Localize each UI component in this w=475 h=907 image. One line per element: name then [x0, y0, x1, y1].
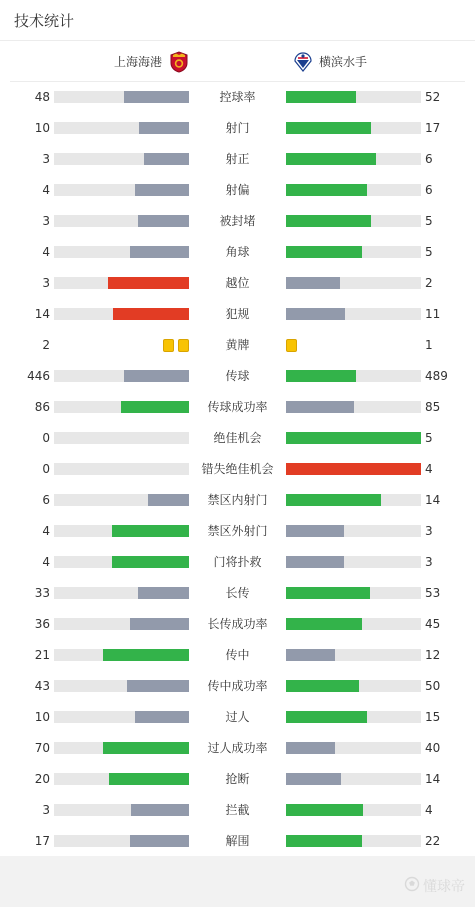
- home-yellow-cards: [163, 339, 189, 352]
- stat-label: 禁区外射门: [207, 524, 268, 538]
- away-value: 5: [425, 214, 433, 228]
- home-value: 6: [42, 493, 50, 507]
- home-bar-fill: [124, 91, 189, 103]
- away-value: 489: [425, 369, 448, 383]
- home-bar-track: [54, 184, 189, 196]
- home-bar-track: [54, 587, 189, 599]
- home-value: 2: [42, 338, 50, 352]
- away-value: 15: [425, 710, 441, 724]
- home-bar-track: [54, 401, 189, 413]
- stat-row[interactable]: [0, 485, 475, 516]
- stat-row[interactable]: [0, 237, 475, 268]
- away-bar-fill: [286, 91, 356, 103]
- home-bar-fill: [148, 494, 189, 506]
- home-value: 17: [34, 834, 50, 848]
- home-value: 4: [42, 183, 50, 197]
- stat-row[interactable]: [0, 764, 475, 795]
- stat-row[interactable]: [0, 671, 475, 702]
- away-team-name: 横滨水手: [319, 55, 368, 69]
- home-value: 10: [34, 710, 50, 724]
- away-bar-fill: [286, 680, 359, 692]
- stat-label: 长传成功率: [207, 617, 268, 631]
- home-bar-fill: [112, 556, 189, 568]
- away-bar-fill: [286, 742, 335, 754]
- away-yellow-cards: [286, 339, 297, 352]
- away-bar-track: [286, 370, 421, 382]
- away-value: 45: [425, 617, 441, 631]
- away-bar-track: [286, 463, 421, 475]
- away-bar-fill: [286, 401, 354, 413]
- away-value: 2: [425, 276, 433, 290]
- away-bar-track: [286, 494, 421, 506]
- teams-header: [10, 41, 465, 82]
- away-bar-track: [286, 277, 421, 289]
- stat-label: 犯规: [225, 307, 250, 321]
- home-bar-fill: [124, 370, 189, 382]
- home-bar-track: [54, 215, 189, 227]
- yellow-card-icon: [286, 339, 297, 352]
- home-bar-fill: [113, 308, 189, 320]
- home-bar-fill: [130, 246, 189, 258]
- away-value: 53: [425, 586, 441, 600]
- away-value: 6: [425, 183, 433, 197]
- stat-row[interactable]: [0, 702, 475, 733]
- footer: [0, 856, 475, 907]
- watermark-text: 懂球帝: [423, 879, 465, 895]
- home-value: 3: [42, 152, 50, 166]
- away-bar-track: [286, 711, 421, 723]
- home-bar-track: [54, 277, 189, 289]
- home-value: 48: [34, 90, 50, 104]
- home-bar-track: [54, 742, 189, 754]
- away-bar-fill: [286, 773, 341, 785]
- away-value: 1: [425, 338, 433, 352]
- away-value: 40: [425, 741, 441, 755]
- stat-label: 传球: [225, 369, 250, 383]
- away-value: 52: [425, 90, 441, 104]
- stat-row[interactable]: [0, 795, 475, 826]
- home-value: 0: [42, 431, 50, 445]
- yellow-card-icon: [178, 339, 189, 352]
- stat-row[interactable]: [0, 578, 475, 609]
- home-bar-fill: [131, 804, 189, 816]
- away-bar-fill: [286, 153, 376, 165]
- home-value: 4: [42, 555, 50, 569]
- home-bar-track: [54, 618, 189, 630]
- away-value: 14: [425, 772, 441, 786]
- stat-label: 拦截: [225, 803, 250, 817]
- home-value: 33: [34, 586, 50, 600]
- home-bar-fill: [127, 680, 189, 692]
- away-bar-fill: [286, 308, 345, 320]
- away-team-crest-icon: [292, 51, 314, 73]
- stat-row[interactable]: [0, 175, 475, 206]
- stat-label: 射偏: [225, 183, 250, 197]
- home-bar-fill: [135, 184, 189, 196]
- stat-row[interactable]: [0, 609, 475, 640]
- stat-row[interactable]: [0, 392, 475, 423]
- away-bar-track: [286, 587, 421, 599]
- home-bar-fill: [144, 153, 189, 165]
- stat-label: 过人成功率: [207, 741, 268, 755]
- stat-label: 越位: [225, 276, 250, 290]
- stat-row[interactable]: [0, 144, 475, 175]
- home-value: 3: [42, 803, 50, 817]
- away-bar-track: [286, 773, 421, 785]
- away-value: 3: [425, 555, 433, 569]
- section-title: 技术统计: [14, 11, 75, 30]
- away-bar-track: [286, 742, 421, 754]
- home-team[interactable]: [114, 41, 190, 82]
- home-value: 4: [42, 524, 50, 538]
- away-bar-fill: [286, 556, 344, 568]
- home-bar-fill: [130, 835, 189, 847]
- stat-label: 门将扑救: [213, 555, 262, 569]
- stat-row[interactable]: [0, 516, 475, 547]
- stat-label: 传中: [225, 648, 250, 662]
- away-bar-fill: [286, 494, 381, 506]
- away-bar-fill: [286, 277, 340, 289]
- away-bar-fill: [286, 370, 356, 382]
- away-bar-fill: [286, 587, 370, 599]
- away-bar-fill: [286, 618, 362, 630]
- home-value: 3: [42, 214, 50, 228]
- away-bar-track: [286, 525, 421, 537]
- stat-label: 传中成功率: [207, 679, 268, 693]
- home-bar-track: [54, 432, 189, 444]
- stat-row[interactable]: [0, 826, 475, 857]
- away-bar-track: [286, 308, 421, 320]
- away-bar-fill: [286, 432, 421, 444]
- stat-row[interactable]: [0, 113, 475, 144]
- stat-label: 抢断: [225, 772, 250, 786]
- away-bar-fill: [286, 835, 362, 847]
- home-value: 4: [42, 245, 50, 259]
- stat-row[interactable]: [0, 640, 475, 671]
- away-value: 85: [425, 400, 441, 414]
- away-value: 4: [425, 803, 433, 817]
- stat-row[interactable]: [0, 733, 475, 764]
- away-bar-track: [286, 432, 421, 444]
- home-bar-fill: [108, 277, 189, 289]
- stat-label: 射门: [225, 121, 250, 135]
- home-bar-track: [54, 122, 189, 134]
- away-bar-fill: [286, 184, 367, 196]
- stat-label: 错失绝佳机会: [201, 462, 274, 476]
- stat-label: 被封堵: [219, 214, 256, 228]
- stat-label: 传球成功率: [207, 400, 268, 414]
- away-bar-fill: [286, 525, 344, 537]
- home-value: 14: [34, 307, 50, 321]
- home-value: 43: [34, 679, 50, 693]
- away-bar-track: [286, 153, 421, 165]
- stat-row[interactable]: [0, 547, 475, 578]
- away-bar-fill: [286, 215, 371, 227]
- away-bar-track: [286, 618, 421, 630]
- watermark: [404, 876, 465, 896]
- home-bar-track: [54, 525, 189, 537]
- home-value: 70: [34, 741, 50, 755]
- home-value: 20: [34, 772, 50, 786]
- away-bar-fill: [286, 122, 371, 134]
- away-bar-track: [286, 91, 421, 103]
- home-value: 446: [27, 369, 50, 383]
- away-value: 12: [425, 648, 441, 662]
- away-value: 11: [425, 307, 441, 321]
- stat-label: 角球: [225, 245, 250, 259]
- stat-label: 黄牌: [225, 338, 250, 352]
- away-bar-track: [286, 556, 421, 568]
- stat-row[interactable]: [0, 423, 475, 454]
- stat-label: 射正: [225, 152, 250, 166]
- away-bar-fill: [286, 246, 362, 258]
- stat-label: 禁区内射门: [207, 493, 268, 507]
- home-value: 0: [42, 462, 50, 476]
- home-bar-track: [54, 804, 189, 816]
- home-bar-fill: [130, 618, 189, 630]
- home-value: 10: [34, 121, 50, 135]
- home-bar-fill: [138, 215, 189, 227]
- home-bar-track: [54, 773, 189, 785]
- away-bar-track: [286, 246, 421, 258]
- away-bar-track: [286, 680, 421, 692]
- home-value: 3: [42, 276, 50, 290]
- away-value: 22: [425, 834, 441, 848]
- home-bar-track: [54, 370, 189, 382]
- stats-list: [0, 82, 475, 857]
- away-value: 50: [425, 679, 441, 693]
- home-team-crest-icon: [168, 51, 190, 73]
- home-bar-fill: [103, 742, 189, 754]
- away-bar-track: [286, 122, 421, 134]
- home-bar-fill: [109, 773, 189, 785]
- home-value: 86: [34, 400, 50, 414]
- away-value: 14: [425, 493, 441, 507]
- away-value: 6: [425, 152, 433, 166]
- away-value: 4: [425, 462, 433, 476]
- away-bar-track: [286, 215, 421, 227]
- home-bar-fill: [121, 401, 189, 413]
- home-bar-track: [54, 494, 189, 506]
- football-icon: [404, 876, 420, 896]
- away-value: 3: [425, 524, 433, 538]
- away-value: 17: [425, 121, 441, 135]
- home-value: 36: [34, 617, 50, 631]
- stat-row[interactable]: [0, 299, 475, 330]
- home-team-name: 上海海港: [114, 55, 163, 69]
- away-bar-fill: [286, 804, 363, 816]
- away-team[interactable]: [292, 41, 367, 82]
- stat-row[interactable]: [0, 454, 475, 485]
- stat-label: 绝佳机会: [213, 431, 262, 445]
- home-bar-fill: [138, 587, 189, 599]
- home-bar-fill: [135, 711, 189, 723]
- home-bar-fill: [112, 525, 189, 537]
- away-bar-track: [286, 649, 421, 661]
- stat-row[interactable]: [0, 206, 475, 237]
- section-header: [0, 0, 475, 41]
- stat-label: 长传: [225, 586, 250, 600]
- away-bar-fill: [286, 711, 367, 723]
- home-bar-track: [54, 463, 189, 475]
- stat-label: 控球率: [219, 90, 256, 104]
- home-bar-track: [54, 308, 189, 320]
- home-bar-fill: [103, 649, 189, 661]
- stat-label: 解围: [225, 834, 250, 848]
- away-bar-track: [286, 401, 421, 413]
- away-bar-track: [286, 835, 421, 847]
- home-bar-fill: [139, 122, 189, 134]
- stat-row[interactable]: [0, 268, 475, 299]
- stat-row[interactable]: [0, 361, 475, 392]
- home-bar-track: [54, 835, 189, 847]
- stat-label: 过人: [225, 710, 250, 724]
- away-bar-fill: [286, 463, 421, 475]
- stat-row[interactable]: [0, 82, 475, 113]
- home-bar-track: [54, 556, 189, 568]
- home-bar-track: [54, 91, 189, 103]
- away-bar-fill: [286, 649, 335, 661]
- home-bar-track: [54, 649, 189, 661]
- home-bar-track: [54, 153, 189, 165]
- home-bar-track: [54, 711, 189, 723]
- home-bar-track: [54, 680, 189, 692]
- yellow-card-icon: [163, 339, 174, 352]
- away-bar-track: [286, 184, 421, 196]
- away-value: 5: [425, 431, 433, 445]
- away-value: 5: [425, 245, 433, 259]
- home-bar-track: [54, 246, 189, 258]
- away-bar-track: [286, 804, 421, 816]
- stat-row[interactable]: [0, 330, 475, 361]
- home-value: 21: [34, 648, 50, 662]
